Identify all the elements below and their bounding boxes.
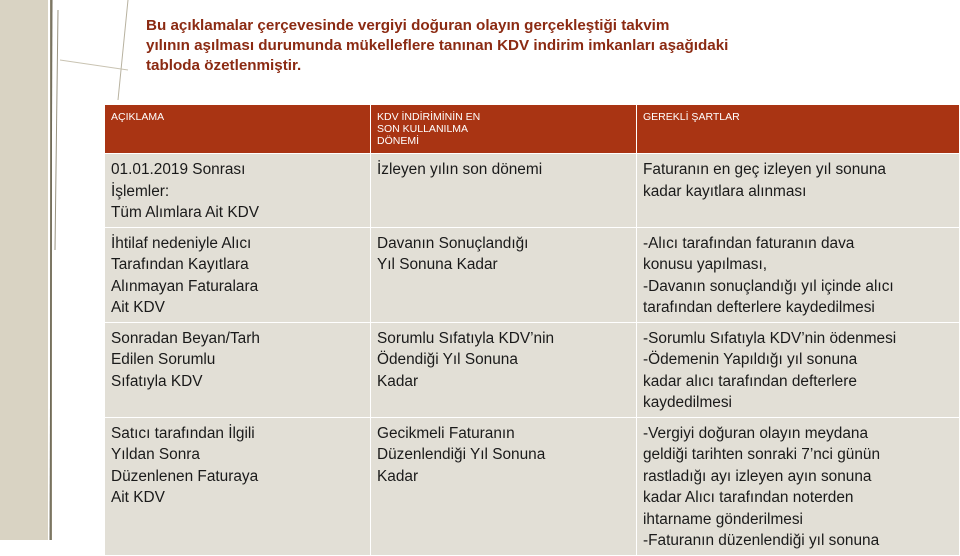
son-donem-cell [371, 154, 637, 228]
cell-text-line: İşlemler: [111, 182, 170, 200]
cell-text-line: -Ödemenin Yapıldığı yıl sonuna [643, 351, 858, 368]
cell-text-line: ihtarname gönderilmesi [643, 510, 803, 528]
cell-text-line: Tüm Alımlara Ait KDV [111, 204, 259, 221]
cell-text-line: Sıfatıyla KDV [111, 372, 203, 390]
cell-text-line: -Alıcı tarafından faturanın dava [643, 234, 855, 252]
header-gerekli-sartlar: GEREKLİ ŞARTLAR [637, 105, 960, 154]
sartlar-cell [637, 227, 960, 322]
sartlar-cell [637, 417, 960, 555]
son-donem-cell [371, 417, 637, 555]
aciklama-cell [105, 417, 371, 555]
sartlar-cell [637, 154, 960, 228]
cell-text-line: Edilen Sorumlu [111, 351, 216, 368]
header-son-kullanilma-donemi: KDV İNDİRİMİNİN EN SON KULLANILMA DÖNEMİ [371, 105, 637, 154]
cell-text-line: tarafından defterlere kaydedilmesi [643, 299, 875, 316]
son-donem-cell [371, 227, 637, 322]
cell-text-line: Tarafından Kayıtlara [111, 256, 249, 273]
cell-text-line: Faturanın en geç izleyen yıl sonuna [643, 161, 886, 178]
cell-text-line: kaydedilmesi [643, 394, 732, 411]
son-donem-cell [371, 322, 637, 417]
cell-text-line: Kadar [377, 372, 419, 390]
cell-text-line: Kadar [377, 467, 419, 485]
cell-text-line: Davanın Sonuçlandığı [377, 234, 529, 252]
aciklama-cell [105, 322, 371, 417]
cell-text-line: İhtilaf nedeniyle Alıcı [111, 234, 252, 252]
cell-text-line: Ödendiği Yıl Sonuna [377, 351, 518, 368]
cell-text-line: kadar Alıcı tarafından noterden [643, 489, 854, 506]
cell-text-line: kadar alıcı tarafından defterlere [643, 372, 857, 390]
cell-text-line: Düzenlendiği Yıl Sonuna [377, 446, 546, 463]
cell-text-line: Yıl Sonuna Kadar [377, 256, 498, 273]
cell-text-line: -Vergiyi doğuran olayın meydana [643, 424, 869, 442]
table-row [105, 322, 960, 417]
cell-text-line: 01.01.2019 Sonrası [111, 161, 246, 178]
cell-text-line: konusu yapılması, [643, 256, 768, 273]
cell-text-line: -Sorumlu Sıfatıyla KDV’nin ödenmesi [643, 329, 897, 347]
sartlar-cell [637, 322, 960, 417]
header-aciklama: AÇIKLAMA [105, 105, 371, 154]
table-row [105, 417, 960, 555]
cell-text-line: Ait KDV [111, 489, 165, 506]
cell-text-line: Satıcı tarafından İlgili [111, 424, 255, 442]
cell-text-line: rastladığı ayı izleyen ayın sonuna [643, 467, 872, 485]
cell-text-line: Ait KDV [111, 299, 165, 316]
cell-text-line: Düzenlenen Faturaya [111, 467, 259, 485]
cell-text-line: İzleyen yılın son dönemi [377, 161, 543, 178]
kdv-indirim-table [104, 104, 960, 556]
cell-text-line: -Faturanın düzenlendiği yıl sonuna [643, 532, 880, 549]
table-row [105, 154, 960, 228]
aciklama-cell [105, 154, 371, 228]
cell-text-line: geldiği tarihten sonraki 7’nci günün [643, 446, 880, 463]
cell-text-line: Gecikmeli Faturanın [377, 424, 515, 442]
page-title [146, 16, 866, 76]
title-line: tabloda özetlenmiştir. [146, 57, 302, 74]
table-header-row [105, 105, 960, 154]
title-line: yılının aşılması durumunda mükelleflere tanınan KDV indirim imkanları aşağıdaki [146, 37, 729, 54]
aciklama-cell [105, 227, 371, 322]
cell-text-line: kadar kayıtlara alınması [643, 182, 807, 200]
table-row [105, 227, 960, 322]
cell-text-line: Sorumlu Sıfatıyla KDV’nin [377, 329, 555, 347]
cell-text-line: Alınmayan Faturalara [111, 277, 259, 295]
cell-text-line: -Davanın sonuçlandığı yıl içinde alıcı [643, 277, 894, 295]
cell-text-line: Sonradan Beyan/Tarh [111, 329, 260, 347]
cell-text-line: Yıldan Sonra [111, 446, 200, 463]
title-line: Bu açıklamalar çerçevesinde vergiyi doğuran olayın gerçekleştiği takvim [146, 17, 670, 34]
